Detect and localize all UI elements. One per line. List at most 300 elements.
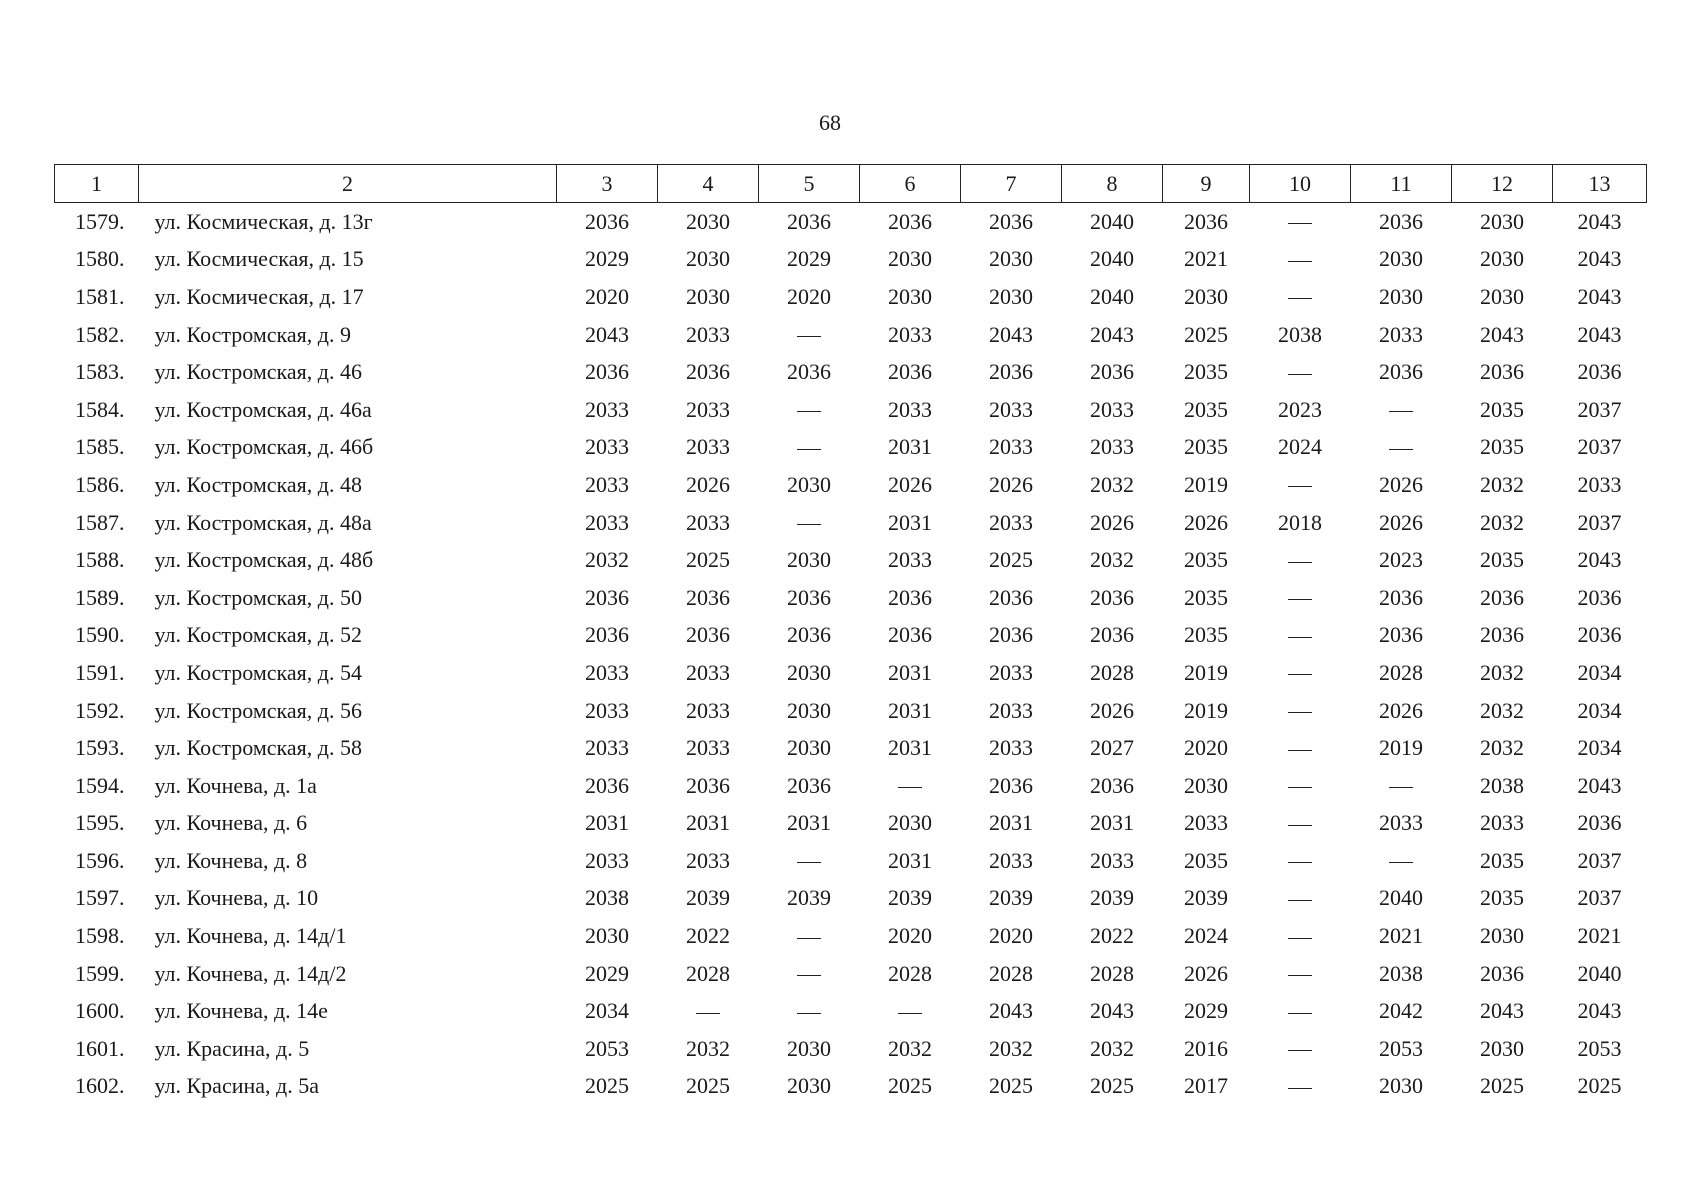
year-cell: 2035	[1184, 359, 1228, 385]
year-cell: 2032	[989, 1035, 1033, 1061]
year-cell: 2040	[1090, 283, 1134, 309]
column-header-1: 1	[55, 165, 139, 203]
year-cell: 2036	[1090, 584, 1134, 610]
year-cell: 2036	[989, 772, 1033, 798]
year-cell	[1250, 654, 1351, 692]
table-row	[55, 805, 1647, 843]
year-cell: 2038	[585, 885, 629, 911]
year-cell: 2038	[1480, 772, 1524, 798]
year-cell	[1250, 880, 1351, 918]
year-cell: 2033	[989, 396, 1033, 422]
year-cell	[1351, 842, 1452, 880]
year-cell: 2020	[585, 283, 629, 309]
year-cell: 2032	[1090, 547, 1134, 573]
year-cell: 2043	[1577, 772, 1622, 798]
year-cell: 2035	[1184, 584, 1228, 610]
year-cell: 2033	[1379, 321, 1423, 347]
address-cell: ул. Кочнева, д. 14д/1	[154, 923, 347, 949]
year-cell: 2040	[1577, 960, 1622, 986]
table-row	[55, 316, 1647, 354]
row-number: 1590.	[75, 622, 125, 648]
year-cell: 2037	[1577, 885, 1622, 911]
year-cell: 2036	[989, 584, 1033, 610]
year-cell: 2028	[686, 960, 730, 986]
address-cell: ул. Костромская, д. 48б	[154, 547, 374, 573]
year-cell: 2021	[1577, 923, 1622, 949]
year-cell	[1250, 541, 1351, 579]
year-cell: 2031	[989, 810, 1033, 836]
year-cell: 2030	[1379, 283, 1423, 309]
address-cell: ул. Костромская, д. 48	[154, 471, 362, 497]
year-cell: 2031	[888, 434, 932, 460]
year-cell: 2038	[1379, 960, 1423, 986]
year-cell: 2036	[1577, 584, 1622, 610]
dash-mark	[1288, 938, 1312, 939]
address-cell: ул. Кочнева, д. 14е	[154, 998, 328, 1024]
dash-mark	[1288, 637, 1312, 638]
year-cell	[1250, 579, 1351, 617]
year-cell: 2043	[1577, 283, 1622, 309]
year-cell	[860, 992, 961, 1030]
year-cell	[1250, 692, 1351, 730]
table-row	[55, 617, 1647, 655]
year-cell	[1250, 955, 1351, 993]
row-number: 1585.	[75, 434, 125, 460]
year-cell: 2025	[1184, 321, 1228, 347]
year-cell: 2026	[1184, 509, 1228, 535]
row-number: 1599.	[75, 960, 125, 986]
year-cell: 2035	[1480, 547, 1524, 573]
column-header-2: 2	[139, 165, 557, 203]
dash-mark	[1389, 449, 1413, 450]
row-number: 1596.	[75, 847, 125, 873]
year-cell: 2031	[888, 659, 932, 685]
year-cell: 2036	[1577, 359, 1622, 385]
year-cell: 2032	[888, 1035, 932, 1061]
year-cell: 2039	[888, 885, 932, 911]
column-header-8: 8	[1062, 165, 1163, 203]
year-cell: 2028	[989, 960, 1033, 986]
year-cell	[1250, 617, 1351, 655]
year-cell: 2030	[686, 246, 730, 272]
dash-mark	[797, 449, 821, 450]
year-cell: 2034	[585, 998, 629, 1024]
year-cell: 2033	[989, 697, 1033, 723]
table-row	[55, 429, 1647, 467]
dash-mark	[797, 938, 821, 939]
year-cell: 2032	[1090, 1035, 1134, 1061]
year-cell: 2030	[787, 659, 831, 685]
table-row	[55, 1030, 1647, 1068]
year-cell: 2026	[1090, 509, 1134, 535]
year-cell: 2017	[1184, 1073, 1228, 1099]
year-cell: 2030	[686, 208, 730, 234]
year-cell: 2030	[989, 283, 1033, 309]
column-header-6: 6	[860, 165, 961, 203]
year-cell: 2033	[585, 659, 629, 685]
address-cell: ул. Костромская, д. 54	[154, 659, 362, 685]
address-cell: ул. Костромская, д. 58	[154, 735, 362, 761]
year-cell: 2019	[1184, 697, 1228, 723]
year-cell: 2036	[1480, 359, 1524, 385]
table-row	[55, 466, 1647, 504]
dash-mark	[797, 411, 821, 412]
year-cell: 2025	[1480, 1073, 1524, 1099]
year-cell: 2053	[1577, 1035, 1622, 1061]
year-cell	[759, 504, 860, 542]
year-cell: 2032	[1480, 659, 1524, 685]
year-cell	[1250, 278, 1351, 316]
year-cell: 2036	[787, 208, 831, 234]
address-cell: ул. Кочнева, д. 8	[154, 847, 308, 873]
year-cell: 2019	[1184, 659, 1228, 685]
year-cell: 2025	[888, 1073, 932, 1099]
year-cell: 2039	[1090, 885, 1134, 911]
dash-mark	[1389, 411, 1413, 412]
year-cell: 2031	[888, 735, 932, 761]
year-cell: 2030	[1480, 1035, 1524, 1061]
year-cell: 2032	[1090, 471, 1134, 497]
year-cell: 2027	[1090, 735, 1134, 761]
year-cell: 2031	[686, 810, 730, 836]
year-cell: 2033	[888, 321, 932, 347]
year-cell: 2030	[989, 246, 1033, 272]
year-cell: 2036	[1184, 208, 1228, 234]
year-cell: 2026	[1379, 471, 1423, 497]
year-cell: 2030	[787, 697, 831, 723]
row-number: 1593.	[75, 735, 125, 761]
year-cell: 2031	[888, 697, 932, 723]
dash-mark	[797, 975, 821, 976]
year-cell: 2036	[585, 584, 629, 610]
year-cell: 2033	[1379, 810, 1423, 836]
dash-mark	[1288, 712, 1312, 713]
dash-mark	[1288, 298, 1312, 299]
address-cell: ул. Космическая, д. 13г	[154, 208, 373, 234]
year-cell	[759, 992, 860, 1030]
year-cell: 2033	[686, 321, 730, 347]
dash-mark	[1288, 486, 1312, 487]
year-cell: 2026	[686, 471, 730, 497]
dash-mark	[1288, 787, 1312, 788]
column-header-4: 4	[658, 165, 759, 203]
year-cell: 2021	[1184, 246, 1228, 272]
year-cell: 2043	[1480, 998, 1524, 1024]
year-cell: 2032	[585, 547, 629, 573]
year-cell: 2053	[585, 1035, 629, 1061]
year-cell: 2030	[787, 735, 831, 761]
table-row	[55, 579, 1647, 617]
year-cell: 2036	[888, 622, 932, 648]
year-cell: 2030	[1480, 246, 1524, 272]
year-cell: 2029	[1184, 998, 1228, 1024]
table-row	[55, 203, 1647, 241]
row-number: 1580.	[75, 246, 125, 272]
year-cell: 2033	[686, 735, 730, 761]
year-cell: 2025	[1577, 1073, 1622, 1099]
year-cell: 2035	[1184, 434, 1228, 460]
year-cell: 2035	[1184, 396, 1228, 422]
year-cell	[1250, 729, 1351, 767]
address-cell: ул. Костромская, д. 48а	[154, 509, 372, 535]
table-row	[55, 278, 1647, 316]
year-cell: 2036	[585, 622, 629, 648]
year-cell: 2030	[888, 283, 932, 309]
year-cell: 2019	[1379, 735, 1423, 761]
year-cell	[658, 992, 759, 1030]
year-cell: 2033	[1090, 847, 1134, 873]
year-cell	[1250, 992, 1351, 1030]
row-number: 1594.	[75, 772, 125, 798]
year-cell: 2035	[1480, 847, 1524, 873]
year-cell: 2020	[1184, 735, 1228, 761]
year-cell: 2039	[989, 885, 1033, 911]
year-cell: 2033	[585, 509, 629, 535]
year-cell: 2028	[1090, 960, 1134, 986]
year-cell	[759, 316, 860, 354]
year-cell: 2036	[1480, 960, 1524, 986]
year-cell	[860, 767, 961, 805]
year-cell: 2030	[787, 471, 831, 497]
year-cell: 2018	[1278, 509, 1322, 535]
year-cell	[1351, 429, 1452, 467]
year-cell: 2043	[1577, 321, 1622, 347]
year-cell: 2033	[989, 659, 1033, 685]
schedule-table-container	[54, 164, 1646, 1105]
year-cell: 2036	[1577, 622, 1622, 648]
address-cell: ул. Красина, д. 5а	[154, 1073, 319, 1099]
year-cell: 2025	[585, 1073, 629, 1099]
year-cell	[759, 391, 860, 429]
year-cell: 2033	[989, 509, 1033, 535]
year-cell: 2028	[1090, 659, 1134, 685]
year-cell: 2036	[989, 359, 1033, 385]
dash-mark	[797, 336, 821, 337]
year-cell: 2030	[1184, 772, 1228, 798]
year-cell: 2025	[989, 547, 1033, 573]
row-number: 1595.	[75, 810, 125, 836]
address-cell: ул. Кочнева, д. 1а	[154, 772, 317, 798]
year-cell: 2036	[1480, 622, 1524, 648]
address-cell: ул. Красина, д. 5	[154, 1035, 310, 1061]
row-number: 1592.	[75, 697, 125, 723]
dash-mark	[797, 524, 821, 525]
year-cell: 2036	[585, 359, 629, 385]
page-number: 68	[819, 110, 841, 135]
year-cell: 2030	[888, 810, 932, 836]
year-cell: 2035	[1480, 885, 1524, 911]
dash-mark	[1288, 862, 1312, 863]
year-cell: 2033	[585, 396, 629, 422]
table-row	[55, 241, 1647, 279]
table-row	[55, 842, 1647, 880]
year-cell: 2043	[1480, 321, 1524, 347]
column-header-13: 13	[1553, 165, 1647, 203]
row-number: 1597.	[75, 885, 125, 911]
row-number: 1600.	[75, 998, 125, 1024]
year-cell: 2036	[585, 772, 629, 798]
year-cell: 2025	[686, 1073, 730, 1099]
year-cell	[1351, 767, 1452, 805]
year-cell: 2033	[686, 847, 730, 873]
year-cell: 2037	[1577, 509, 1622, 535]
dash-mark	[1288, 261, 1312, 262]
address-cell: ул. Костромская, д. 46а	[154, 396, 372, 422]
year-cell: 2036	[888, 208, 932, 234]
year-cell: 2036	[989, 622, 1033, 648]
year-cell: 2043	[989, 998, 1033, 1024]
year-cell: 2030	[585, 923, 629, 949]
year-cell: 2028	[888, 960, 932, 986]
dash-mark	[1389, 862, 1413, 863]
year-cell: 2053	[1379, 1035, 1423, 1061]
year-cell: 2033	[585, 697, 629, 723]
year-cell: 2032	[1480, 735, 1524, 761]
table-row	[55, 955, 1647, 993]
year-cell: 2024	[1278, 434, 1322, 460]
year-cell	[1250, 805, 1351, 843]
year-cell: 2033	[585, 471, 629, 497]
dash-mark	[898, 1013, 922, 1014]
year-cell: 2031	[888, 847, 932, 873]
address-cell: ул. Костромская, д. 50	[154, 584, 362, 610]
table-row	[55, 992, 1647, 1030]
table-row	[55, 880, 1647, 918]
year-cell: 2030	[1480, 923, 1524, 949]
year-cell: 2035	[1480, 396, 1524, 422]
year-cell: 2036	[1090, 772, 1134, 798]
year-cell: 2036	[1577, 810, 1622, 836]
year-cell: 2026	[1184, 960, 1228, 986]
year-cell: 2033	[686, 659, 730, 685]
row-number: 1586.	[75, 471, 125, 497]
year-cell: 2033	[989, 847, 1033, 873]
dash-mark	[1288, 374, 1312, 375]
year-cell: 2036	[585, 208, 629, 234]
year-cell: 2020	[888, 923, 932, 949]
year-cell: 2033	[686, 697, 730, 723]
dash-mark	[1288, 1088, 1312, 1089]
year-cell	[1250, 203, 1351, 241]
year-cell: 2031	[888, 509, 932, 535]
year-cell: 2043	[1577, 246, 1622, 272]
address-cell: ул. Костромская, д. 52	[154, 622, 362, 648]
address-cell: ул. Космическая, д. 15	[154, 246, 364, 272]
row-number: 1591.	[75, 659, 125, 685]
year-cell: 2043	[1090, 998, 1134, 1024]
row-number: 1583.	[75, 359, 125, 385]
year-cell: 2036	[1090, 359, 1134, 385]
year-cell: 2036	[888, 359, 932, 385]
year-cell: 2036	[1379, 208, 1423, 234]
year-cell: 2016	[1184, 1035, 1228, 1061]
year-cell: 2034	[1577, 735, 1622, 761]
year-cell: 2033	[989, 735, 1033, 761]
year-cell: 2030	[1379, 1073, 1423, 1099]
dash-mark	[696, 1013, 720, 1014]
table-row	[55, 391, 1647, 429]
year-cell	[759, 955, 860, 993]
year-cell: 2042	[1379, 998, 1423, 1024]
address-cell: ул. Костромская, д. 46	[154, 359, 362, 385]
schedule-table	[54, 164, 1647, 1105]
row-number: 1598.	[75, 923, 125, 949]
year-cell: 2037	[1577, 396, 1622, 422]
table-row	[55, 504, 1647, 542]
year-cell: 2032	[1480, 471, 1524, 497]
row-number: 1584.	[75, 396, 125, 422]
year-cell: 2022	[686, 923, 730, 949]
year-cell: 2036	[1090, 622, 1134, 648]
table-header-row	[55, 165, 1647, 203]
dash-mark	[797, 862, 821, 863]
year-cell: 2035	[1480, 434, 1524, 460]
year-cell	[1250, 1068, 1351, 1106]
table-row	[55, 729, 1647, 767]
dash-mark	[1288, 900, 1312, 901]
year-cell: 2033	[888, 547, 932, 573]
year-cell: 2032	[686, 1035, 730, 1061]
year-cell: 2033	[1184, 810, 1228, 836]
year-cell: 2030	[888, 246, 932, 272]
dash-mark	[797, 1013, 821, 1014]
year-cell: 2033	[585, 847, 629, 873]
year-cell: 2036	[686, 622, 730, 648]
year-cell: 2033	[686, 509, 730, 535]
year-cell: 2036	[888, 584, 932, 610]
year-cell: 2043	[1577, 208, 1622, 234]
address-cell: ул. Костромская, д. 9	[154, 321, 351, 347]
dash-mark	[898, 787, 922, 788]
year-cell: 2043	[585, 321, 629, 347]
year-cell: 2033	[686, 396, 730, 422]
year-cell	[1250, 767, 1351, 805]
dash-mark	[1288, 975, 1312, 976]
year-cell: 2035	[1184, 847, 1228, 873]
table-row	[55, 1068, 1647, 1106]
year-cell: 2029	[585, 960, 629, 986]
table-row	[55, 767, 1647, 805]
row-number: 1601.	[75, 1035, 125, 1061]
dash-mark	[1288, 1013, 1312, 1014]
address-cell: ул. Костромская, д. 56	[154, 697, 362, 723]
table-row	[55, 692, 1647, 730]
year-cell: 2038	[1278, 321, 1322, 347]
dash-mark	[1389, 787, 1413, 788]
year-cell	[1250, 1030, 1351, 1068]
year-cell: 2037	[1577, 847, 1622, 873]
year-cell: 2035	[1184, 547, 1228, 573]
year-cell: 2033	[1577, 471, 1622, 497]
year-cell: 2026	[1379, 697, 1423, 723]
year-cell: 2033	[686, 434, 730, 460]
dash-mark	[1288, 223, 1312, 224]
year-cell: 2026	[888, 471, 932, 497]
year-cell: 2026	[989, 471, 1033, 497]
year-cell: 2043	[1577, 998, 1622, 1024]
year-cell: 2030	[787, 547, 831, 573]
year-cell	[1250, 842, 1351, 880]
year-cell: 2030	[1184, 283, 1228, 309]
row-number: 1581.	[75, 283, 125, 309]
year-cell: 2036	[1379, 359, 1423, 385]
year-cell: 2040	[1090, 208, 1134, 234]
year-cell: 2035	[1184, 622, 1228, 648]
year-cell	[1250, 353, 1351, 391]
year-cell: 2033	[888, 396, 932, 422]
year-cell: 2030	[787, 1035, 831, 1061]
year-cell: 2032	[1480, 509, 1524, 535]
